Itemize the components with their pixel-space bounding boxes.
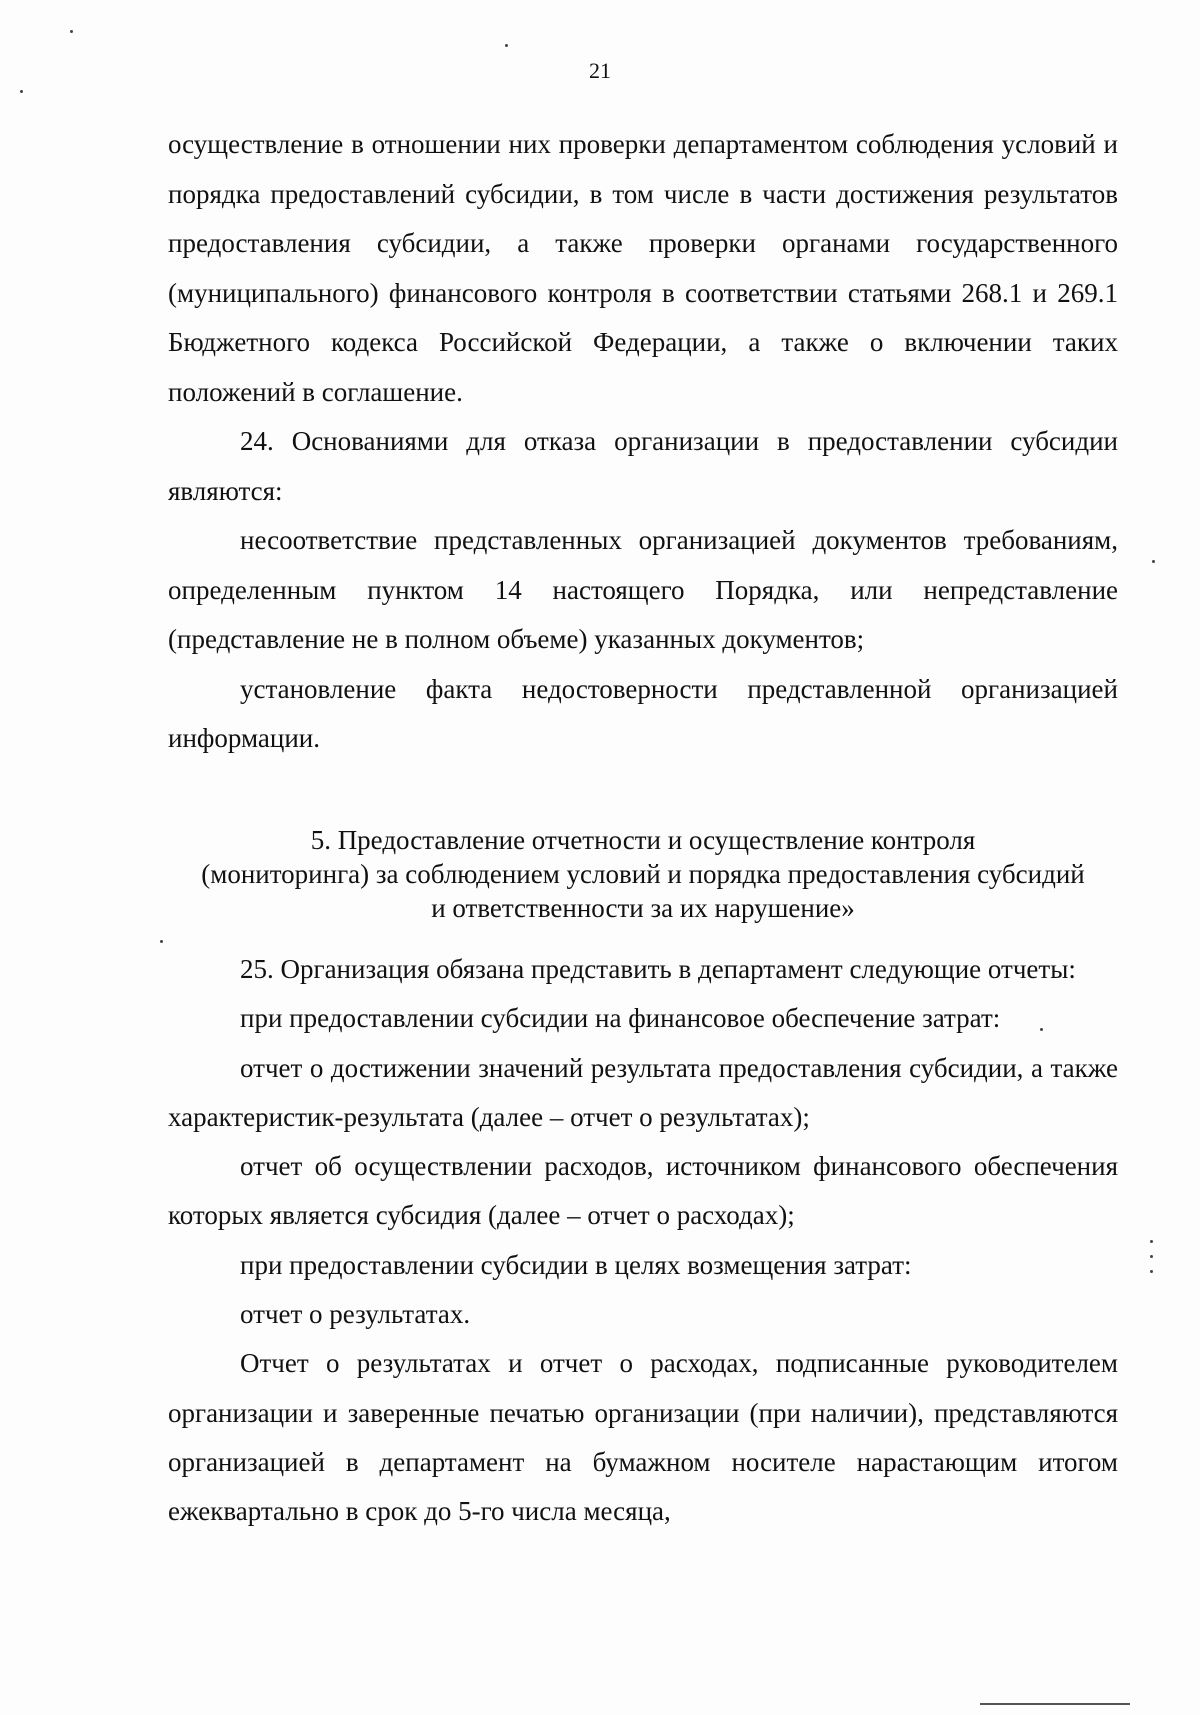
body-text-upper bbox=[168, 120, 1118, 764]
body-text-lower bbox=[168, 945, 1118, 1537]
page-edge-mark bbox=[980, 1703, 1130, 1705]
section-heading-line-3: и ответственности за их нарушение» bbox=[431, 893, 855, 923]
paragraph-25-results-report: отчет о достижении значений результата предоставления субсидии, а также характеристик-результата (далее – отчет о результатах); bbox=[168, 1052, 1118, 1132]
scan-speck bbox=[1040, 1028, 1043, 1031]
paragraph-24-reason-1: несоответствие представленных организацией документов требованиям, определенным пунктом 14 настоящего Порядка, или непредставление (представление не в полном объеме) указанных документов; bbox=[168, 525, 1118, 654]
section-heading bbox=[168, 823, 1118, 925]
section-heading-line-1: 5. Предоставление отчетности и осуществление контроля bbox=[310, 825, 976, 855]
paragraph-25-submission: Отчет о результатах и отчет о расходах, подписанные руководителем организации и заверенные печатью организации (при наличии), представляются организацией в департамент на бумажном носителе нарастающим итогом ежеквартально в срок до 5-го числа месяца, bbox=[168, 1348, 1118, 1527]
paragraph-25-results-only: отчет о результатах. bbox=[240, 1299, 471, 1330]
paragraph-25-financial: при предоставлении субсидии на финансовое обеспечение затрат: bbox=[240, 1003, 1001, 1034]
scan-speck bbox=[1150, 1255, 1153, 1258]
scan-speck bbox=[505, 44, 508, 47]
scan-speck bbox=[70, 30, 73, 33]
paragraph-25-compensation: при предоставлении субсидии в целях возмещения затрат: bbox=[240, 1249, 912, 1280]
section-heading-line-2: (мониторинга) за соблюдением условий и порядка предоставления субсидий bbox=[201, 859, 1085, 889]
scan-speck bbox=[160, 940, 163, 943]
paragraph-25: 25. Организация обязана представить в департамент следующие отчеты: bbox=[240, 954, 1076, 984]
paragraph-24: 24. Основаниями для отказа организации в предоставлении субсидии являются: bbox=[168, 426, 1118, 506]
scan-speck bbox=[1150, 1240, 1153, 1243]
scan-speck bbox=[1152, 560, 1155, 563]
paragraph-24-reason-2: установление факта недостоверности представленной организацией информации. bbox=[168, 673, 1118, 753]
scan-speck bbox=[1150, 1270, 1153, 1273]
paragraph-25-expenses-report: отчет об осуществлении расходов, источником финансового обеспечения которых является субсидия (далее – отчет о расходах); bbox=[168, 1151, 1118, 1231]
paragraph-continuation: осуществление в отношении них проверки департаментом соблюдения условий и порядка предоставлений субсидии, в том числе в части достижения результатов предоставления субсидии, а также проверки органами государственного (муниципального) финансового контроля в соответствии статьями 268.1 и 269.1 Бюджетного кодекса Российской Федерации, а также о включении таких положений в соглашение. bbox=[168, 129, 1118, 407]
scan-speck bbox=[20, 90, 23, 93]
page-number: 21 bbox=[589, 58, 611, 83]
